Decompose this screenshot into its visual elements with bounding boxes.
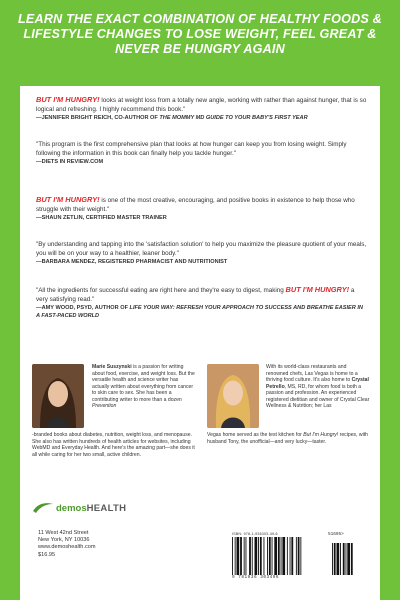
book-title-mention: BUT I'M HUNGRY! bbox=[36, 195, 100, 204]
price: $16.95 bbox=[38, 551, 56, 558]
quote-text: "All the ingredients for successful eating are right here and they're easy to digest, making bbox=[36, 287, 286, 294]
quote-attribution: —SHAUN ZETLIN, CERTIFIED MASTER TRAINER bbox=[36, 215, 167, 222]
book-title-mention: BUT I'M HUNGRY! bbox=[36, 95, 100, 104]
author-bio-marie-bottom: -branded books about diabetes, nutrition, weight loss, and menopause. She also has written hundreds of health articles for websites, including WebMD and Everyday Health. And here's the amazing part—she does it all while caring for her two small, active children. bbox=[32, 432, 195, 458]
quote-text: a very satisfying read." bbox=[36, 287, 355, 303]
endorsement-1 bbox=[36, 96, 368, 123]
publisher-logo: demosHEALTH bbox=[32, 501, 126, 515]
quote-text: "This program is the first comprehensive plan that looks at how hunger can keep you from losing weight. Simply following the information in this book can finally help you tackle hunger." bbox=[36, 141, 347, 157]
author-bio-crystal-top: With its world-class restaurants and renowned chefs, Las Vegas is home to a thriving food culture. It's also home to Crystal Petrello, MS, RD, for whom food is both a passion and profession. An experienced registered dietitian and owner of Crystal Clear Wellness & Nutrition; her Las bbox=[266, 364, 370, 409]
quote-attribution: —DIETS IN REVIEW.COM bbox=[36, 159, 104, 166]
author-bio-crystal-bottom: Vegas home served as the test kitchen for But I'm Hungry! recipes, with husband Tony, the unofficial—and very lucky—taster. bbox=[207, 432, 368, 445]
endorsement-3 bbox=[36, 196, 368, 223]
author-photo-marie bbox=[32, 364, 84, 428]
publisher-panel bbox=[20, 485, 380, 600]
endorsements-panel bbox=[20, 86, 380, 354]
author-name: Marie Suszynski bbox=[92, 364, 132, 370]
author-photo-crystal bbox=[207, 364, 259, 428]
quote-attribution: —AMY WOOD, PSYD, AUTHOR OF LIFE YOUR WAY: REFRESH YOUR APPROACH TO SUCCESS AND BREATHE EASIER IN A FAST-PACED WORLD bbox=[36, 305, 363, 319]
publisher-address: 11 West 42nd Street New York, NY 10036 www.demoshealth.com $16.95 bbox=[38, 530, 96, 558]
author-bio-marie-top: Marie Suszynski is a passion for writing about food, exercise, and weight loss. But the versatile health and science writer has actually written about everything from cancer to skin care to sex. She has been a contributing writer to more than a dozen Prevention bbox=[92, 364, 195, 409]
price-code: 51695> bbox=[328, 532, 344, 537]
headline: LEARN THE EXACT COMBINATION OF HEALTHY FOODS & LIFESTYLE CHANGES TO LOSE WEIGHT, FEEL GREAT & NEVER BE HUNGRY AGAIN bbox=[18, 12, 382, 56]
endorsement-5 bbox=[36, 286, 368, 320]
barcode-number: 9 781936 303496 bbox=[232, 575, 280, 580]
endorsement-2 bbox=[36, 141, 368, 167]
barcode bbox=[232, 537, 370, 575]
quote-text: is one of the most creative, encouraging, and positive books in existence to help those who struggle with their weight." bbox=[36, 197, 355, 213]
endorsement-4 bbox=[36, 241, 368, 267]
author-name: Crystal Petrello bbox=[266, 377, 369, 390]
demos-swoosh-icon bbox=[32, 501, 54, 515]
authors-panel bbox=[20, 354, 380, 485]
barcode-bars bbox=[232, 537, 370, 575]
quote-attribution: —BARBARA MENDEZ, REGISTERED PHARMACIST AND NUTRITIONIST bbox=[36, 259, 228, 266]
quote-text: "By understanding and tapping into the 'satisfaction solution' to help you maximize the pleasure quotient of your meals, you will be on your way to a healthier, leaner body." bbox=[36, 241, 367, 257]
quote-text: looks at weight loss from a totally new angle, working with rather than against hunger, that is so logical and refreshing. I highly recommend this book." bbox=[36, 97, 367, 113]
quote-attribution: —JENNIFER BRIGHT REICH, CO-AUTHOR OF THE MOMMY MD GUIDE TO YOUR BABY'S FIRST YEAR bbox=[36, 115, 308, 122]
book-title-mention: BUT I'M HUNGRY! bbox=[285, 285, 350, 294]
isbn-label: ISBN: 978-1-936303-49-6 bbox=[232, 532, 278, 536]
